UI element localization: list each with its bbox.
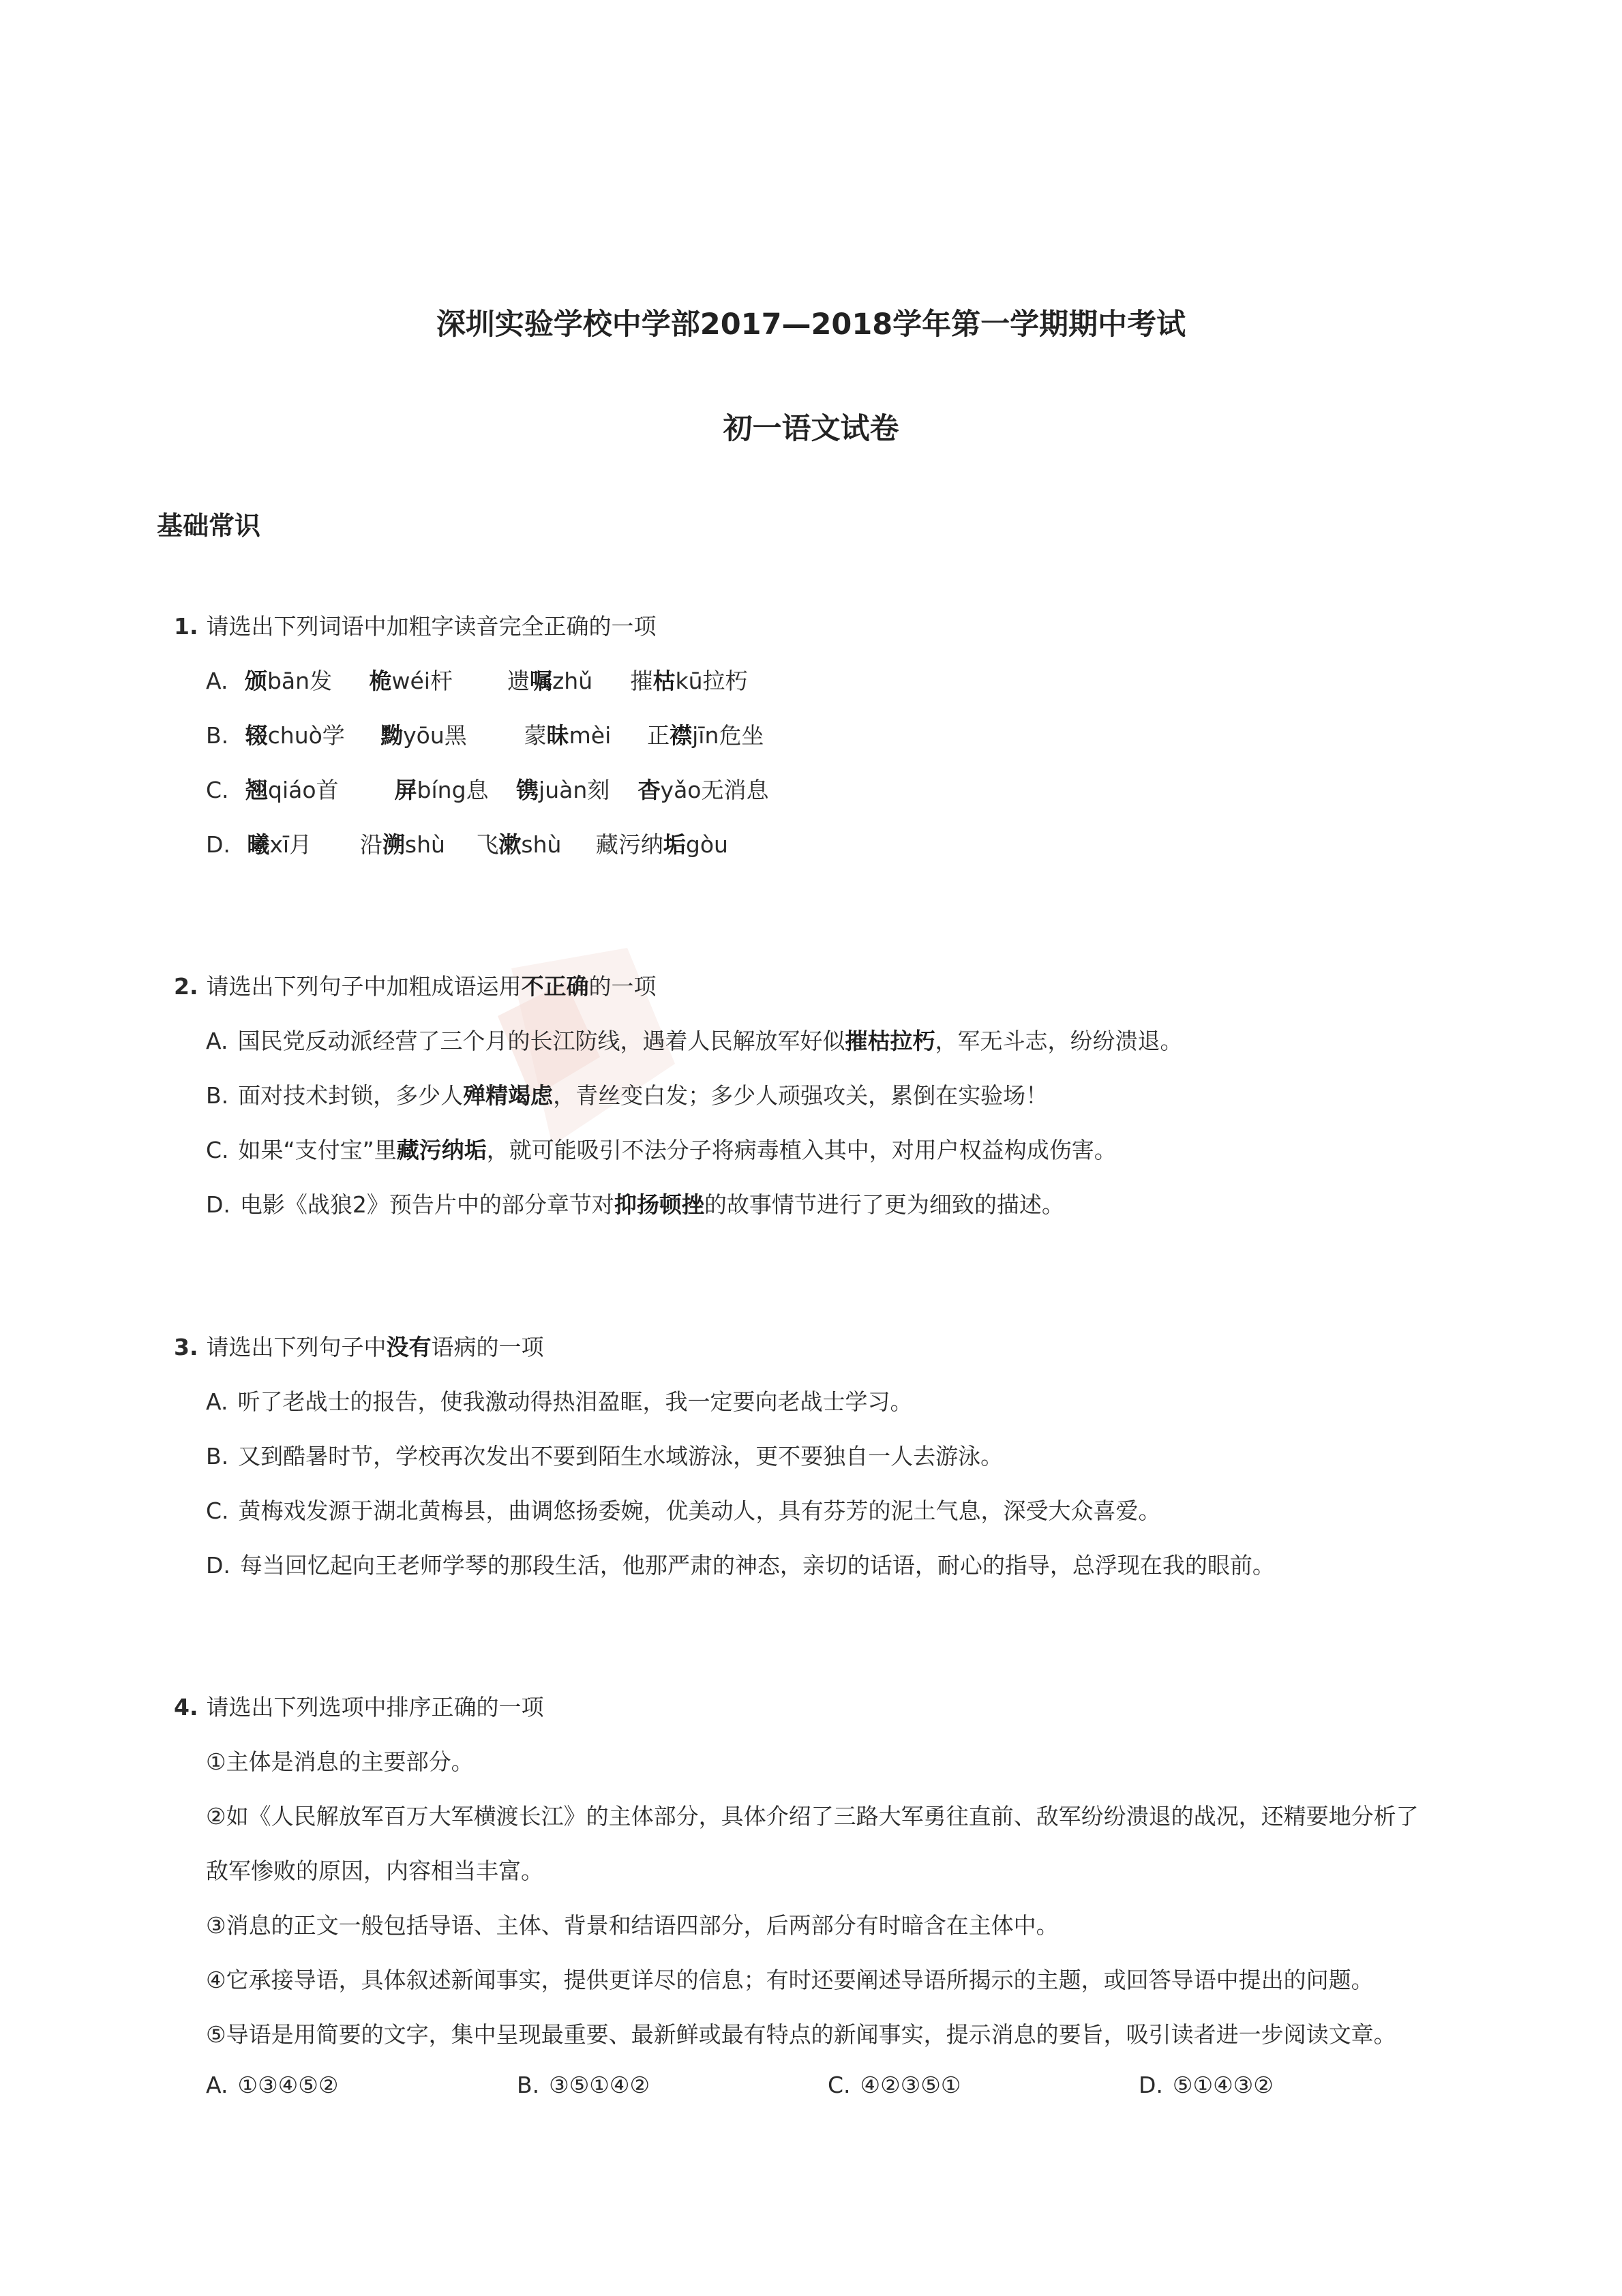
word-item: 屏bíng息 [394,777,489,803]
option-letter: B. [206,722,229,749]
word-item: 杳yǎo无消息 [637,777,769,803]
q4-choice-a: A. ①③④⑤② [206,2072,339,2098]
word-item: 颁bān发 [244,668,333,694]
q4-sentence-1: ①主体是消息的主要部分。 [206,1748,474,1775]
word-item: 黝yōu黑 [380,722,467,749]
question-text: 请选出下列词语中加粗字读音完全正确的一项 [206,613,657,640]
question-3-stem: 3. 请选出下列句子中没有语病的一项 [174,1334,544,1360]
q4-sentence-2: ②如《人民解放军百万大军横渡长江》的主体部分，具体介绍了三路大军勇往直前、敌军纷纷溃退的战况，还精要地分析了 [206,1803,1419,1830]
q2-option-c: C. 如果“支付宝”里藏污纳垢，就可能吸引不法分子将病毒植入其中，对用户权益构成伤害。 [206,1137,1117,1163]
word-item: 桅wéi杆 [369,668,453,694]
word-item: 镌juàn刻 [516,777,610,803]
question-4-stem: 4. 请选出下列选项中排序正确的一项 [174,1694,544,1720]
question-number: 3. [174,1334,198,1360]
q3-option-b: B. 又到酷暑时节，学校再次发出不要到陌生水域游泳，更不要独自一人去游泳。 [206,1443,1004,1470]
question-2-stem: 2. 请选出下列句子中加粗成语运用不正确的一项 [174,973,657,1000]
question-number: 2. [174,973,198,1000]
word-item: 曦xī月 [247,831,312,858]
q1-option-b [206,718,764,750]
word-item: 摧枯kū拉朽 [630,668,748,694]
page-title: 深圳实验学校中学部2017—2018学年第一学期期中考试 [436,308,1186,342]
word-item: 正襟jīn危坐 [647,722,764,749]
q4-sentence-3: ③消息的正文一般包括导语、主体、背景和结语四部分，后两部分有时暗含在主体中。 [206,1912,1059,1939]
q2-option-d: D. 电影《战狼2》预告片中的部分章节对抑扬顿挫的故事情节进行了更为细致的描述。 [206,1191,1064,1218]
q2-option-a: A. 国民党反动派经营了三个月的长江防线，遇着人民解放军好似摧枯拉朽，军无斗志，纷纷溃退。 [206,1028,1183,1054]
question-1-stem [174,609,657,641]
q4-sentence-4: ④它承接导语，具体叙述新闻事实，提供更详尽的信息；有时还要阐述导语所揭示的主题，或回答导语中提出的问题。 [206,1967,1374,1993]
q4-choice-c: C. ④②③⑤① [828,2072,961,2098]
page-subtitle: 初一语文试卷 [723,412,899,446]
q1-option-d [206,827,728,859]
word-item: 遗嘱zhǔ [507,668,593,694]
q3-option-d: D. 每当回忆起向王老师学琴的那段生活，他那严肃的神态，亲切的话语，耐心的指导，总浮现在我的眼前。 [206,1552,1275,1579]
word-item: 蒙昧mèi [524,722,612,749]
q4-sentence-5: ⑤导语是用简要的文字，集中呈现最重要、最新鲜或最有特点的新闻事实，提示消息的要旨，吸引读者进一步阅读文章。 [206,2021,1396,2048]
word-item: 辍chuò学 [245,722,345,749]
q4-choice-d: D. ⑤①④③② [1139,2072,1274,2098]
q3-option-c: C. 黄梅戏发源于湖北黄梅县，曲调悠扬委婉，优美动人，具有芬芳的泥土气息，深受大众喜爱。 [206,1497,1161,1524]
section-heading: 基础常识 [157,511,261,541]
q3-option-a: A. 听了老战士的报告，使我激动得热泪盈眶，我一定要向老战士学习。 [206,1388,913,1415]
word-item: 翘qiáo首 [245,777,339,803]
q1-option-c [206,773,769,805]
option-letter: D. [206,831,230,858]
q4-sentence-2-cont: 敌军惨败的原因，内容相当丰富。 [206,1858,543,1884]
word-item: 沿溯shù [359,831,445,858]
q1-option-a [206,664,748,696]
question-number: 4. [174,1694,198,1720]
word-item: 藏污纳垢gòu [595,831,728,858]
option-letter: C. [206,777,229,803]
question-number: 1. [174,613,198,640]
q2-option-b: B. 面对技术封锁，多少人殚精竭虑，青丝变白发；多少人顽强攻关，累倒在实验场！ [206,1082,1049,1109]
word-item: 飞漱shù [476,831,562,858]
q4-choice-b: B. ③⑤①④② [517,2072,650,2098]
option-letter: A. [206,668,228,694]
